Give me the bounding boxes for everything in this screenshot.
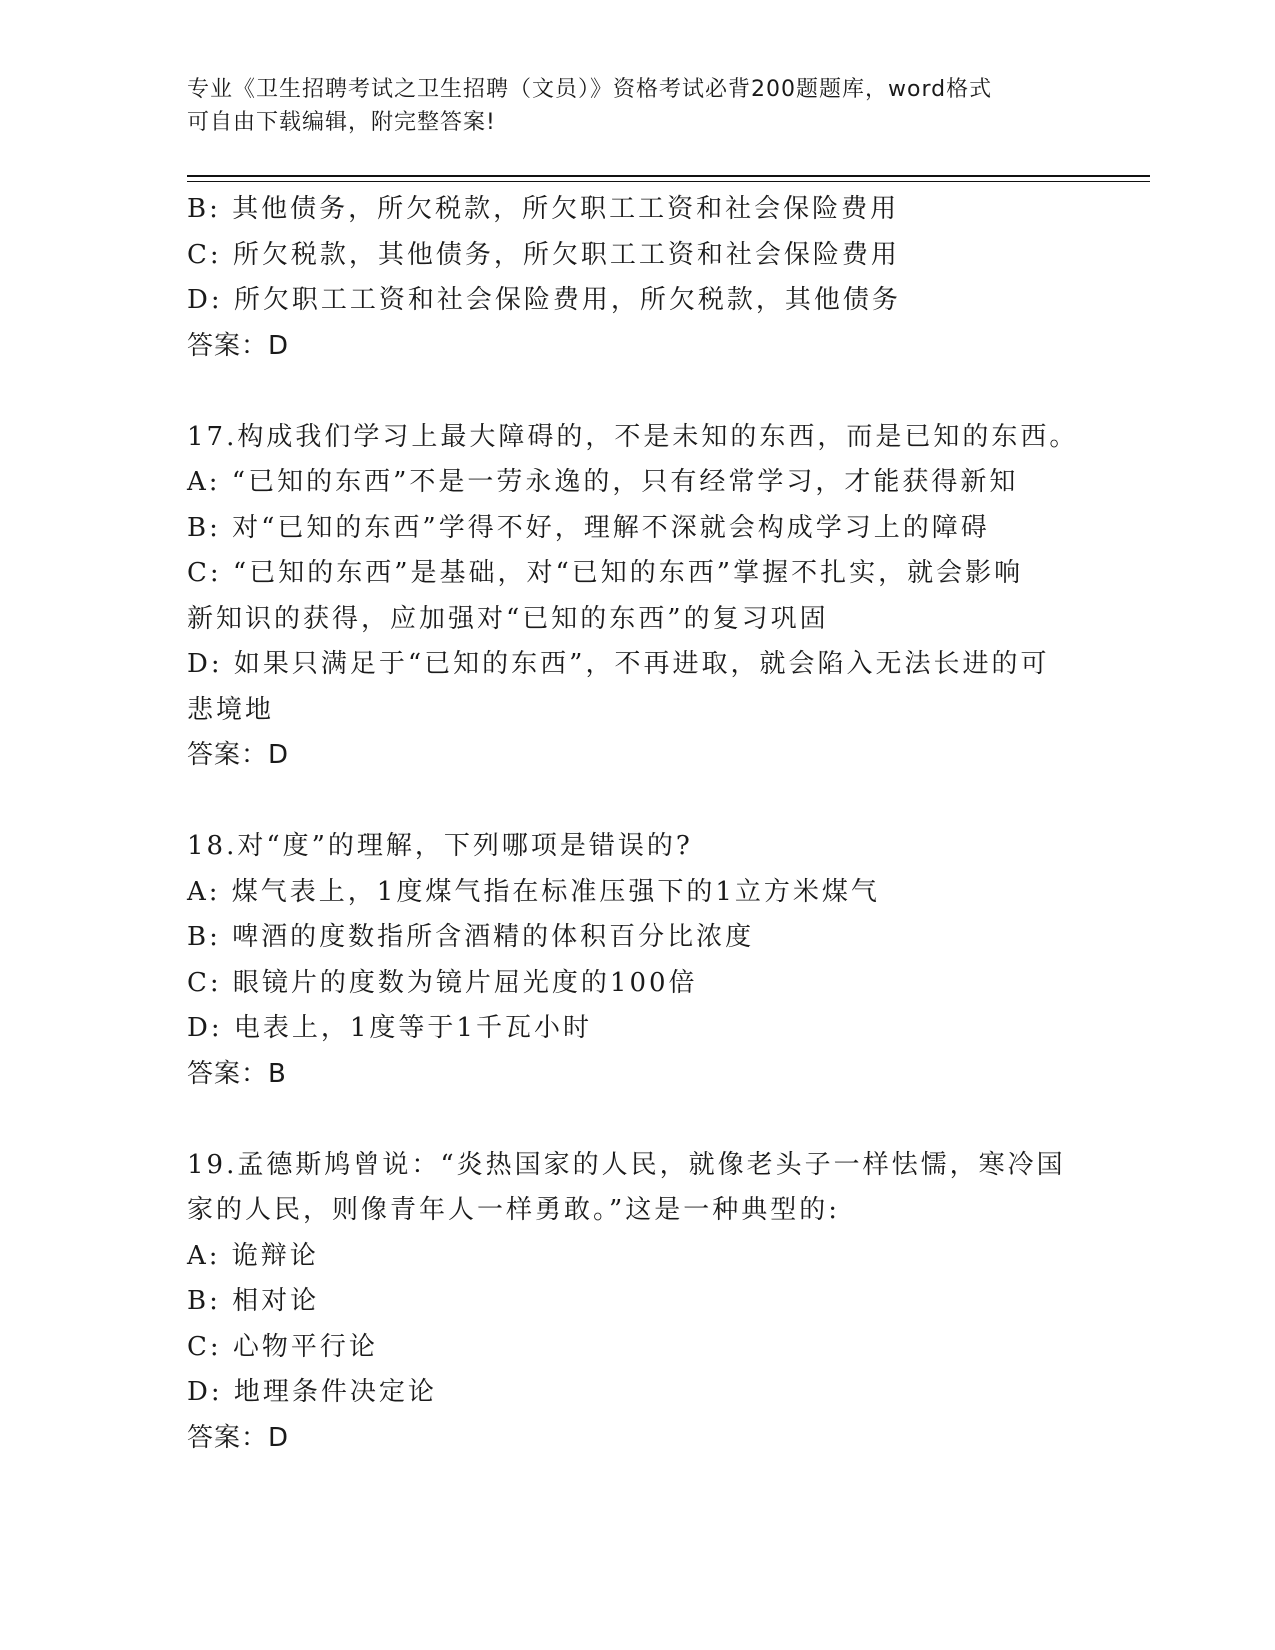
option-d: D: 所欠职工工资和社会保险费用，所欠税款，其他债务 xyxy=(187,285,901,315)
header-title-line-2: 可自由下载编辑，附完整答案! xyxy=(187,110,496,135)
header-title-line-1: 专业《卫生招聘考试之卫生招聘（文员）》资格考试必背200题题库，word格式 xyxy=(187,77,993,102)
question-list xyxy=(187,187,1087,1461)
answer-line: 答案：D xyxy=(187,330,290,361)
option-b: B: 相对论 xyxy=(187,1286,320,1316)
spacer xyxy=(187,369,1087,415)
option-c: C: “已知的东西”是基础，对“已知的东西”掌握不扎实，就会影响 xyxy=(187,558,1024,588)
option-d: D: 如果只满足于“已知的东西”，不再进取，就会陷入无法长进的可 xyxy=(187,649,1050,679)
question-17 xyxy=(187,415,1087,779)
option-d: D: 电表上，1度等于1千瓦小时 xyxy=(187,1013,592,1043)
question-18 xyxy=(187,824,1087,1097)
question-19 xyxy=(187,1143,1087,1462)
option-a: A: 诡辩论 xyxy=(187,1240,319,1271)
option-b: B: 啤酒的度数指所含酒精的体积百分比浓度 xyxy=(187,922,755,952)
answer-line: 答案：D xyxy=(187,740,290,770)
option-b: B: 其他债务，所欠税款，所欠职工工资和社会保险费用 xyxy=(187,194,900,224)
option-c: C: 眼镜片的度数为镜片屈光度的100倍 xyxy=(187,967,698,998)
question-stem-continued: 家的人民，则像青年人一样勇敢。”这是一种典型的: xyxy=(187,1195,841,1225)
spacer xyxy=(187,1097,1087,1143)
option-c: C: 心物平行论 xyxy=(187,1331,378,1362)
option-d: D: 地理条件决定论 xyxy=(187,1377,437,1407)
question-stem: 18.对“度”的理解，下列哪项是错误的? xyxy=(187,831,693,861)
option-b: B: 对“已知的东西”学得不好，理解不深就会构成学习上的障碍 xyxy=(187,512,990,543)
header-divider-thick xyxy=(187,175,1150,177)
document-header xyxy=(187,73,1067,139)
option-d-continued: 悲境地 xyxy=(187,694,275,725)
spacer xyxy=(187,779,1087,825)
option-c-continued: 新知识的获得，应加强对“已知的东西”的复习巩固 xyxy=(187,603,829,634)
question-stem: 19.孟德斯鸠曾说：“炎热国家的人民，就像老头子一样怯懦，寒冷国 xyxy=(187,1149,1066,1180)
answer-line: 答案：D xyxy=(187,1422,290,1453)
option-c: C: 所欠税款，其他债务，所欠职工工资和社会保险费用 xyxy=(187,239,900,270)
question-stem: 17.构成我们学习上最大障碍的，不是未知的东西，而是已知的东西。 xyxy=(187,421,1079,452)
answer-line: 答案：B xyxy=(187,1058,287,1089)
header-divider-thin xyxy=(187,181,1150,182)
question-16-continued xyxy=(187,187,1087,369)
option-a: A: “已知的东西”不是一劳永逸的，只有经常学习，才能获得新知 xyxy=(187,467,1019,497)
option-a: A: 煤气表上，1度煤气指在标准压强下的1立方米煤气 xyxy=(187,876,880,907)
